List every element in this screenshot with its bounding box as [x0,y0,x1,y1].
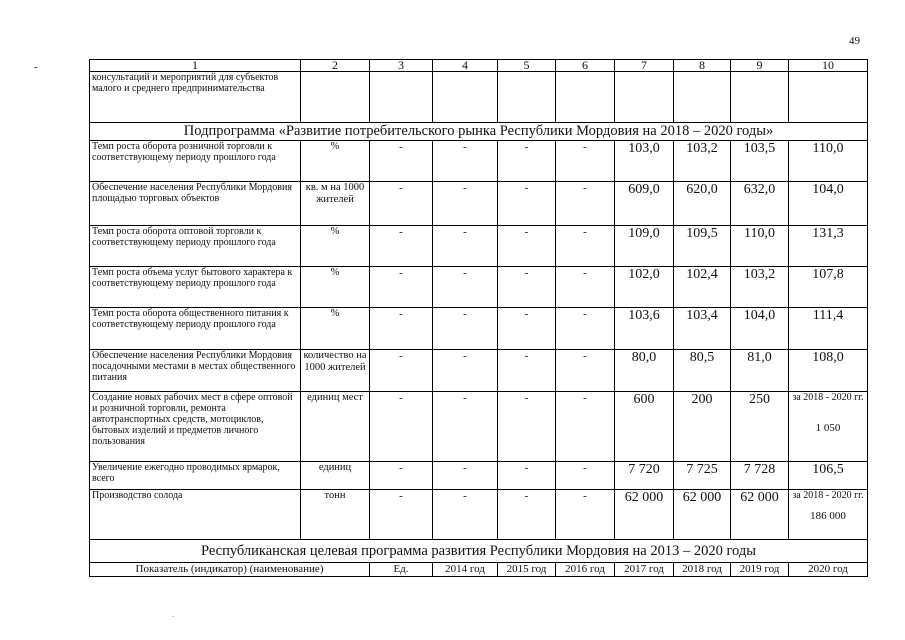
value-cell: - [498,350,556,392]
indicator-name: консультаций и мероприятий для субъектов малого и среднего предпринимательства [90,72,301,123]
value-cell: - [433,462,498,490]
table-row [90,462,868,490]
col-number: 3 [370,60,433,72]
program-header-cell: 2016 год [556,563,615,577]
value-cell: - [433,490,498,540]
value-cell: - [370,350,433,392]
value-cell: - [556,490,615,540]
indicator-name: Обеспечение населения Республики Мордовия посадочными местами в местах общественного питания [90,350,301,392]
table-row [90,226,868,267]
col-number: 6 [556,60,615,72]
table-row [90,392,868,462]
value-cell: - [370,141,433,182]
value-cell: 62 000 [731,490,789,540]
indicator-name: Темп роста оборота розничной торговли к соответствующему периоду прошлого года [90,141,301,182]
value-cell: - [498,182,556,226]
unit-cell: единиц [301,462,370,490]
value-cell: 104,0 [731,308,789,350]
indicator-name: Темп роста объема услуг бытового характера к соответствующему периоду прошлого года [90,267,301,308]
value-cell: - [433,182,498,226]
total-cell [789,490,868,540]
value-cell: - [433,141,498,182]
indicator-name: Темп роста оборота оптовой торговли к соответствующему периоду прошлого года [90,226,301,267]
value-cell: 80,0 [615,350,674,392]
program-header-cell: Ед. [370,563,433,577]
table-row [90,267,868,308]
indicators-table [89,59,868,577]
program-header-cell: 2014 год [433,563,498,577]
col-number: 10 [789,60,868,72]
value-cell: - [370,392,433,462]
value-cell: - [498,308,556,350]
period-note: за 2018 - 2020 гг. [792,392,864,403]
value-cell: - [556,392,615,462]
value-cell: - [498,141,556,182]
value-cell: 80,5 [674,350,731,392]
col-number: 7 [615,60,674,72]
indicator-name: Темп роста оборота общественного питания к соответствующему периоду прошлого года [90,308,301,350]
program-header-cell: 2020 год [789,563,868,577]
value-cell: 600 [615,392,674,462]
value-cell: 632,0 [731,182,789,226]
unit-cell: кв. м на 1000 жителей [301,182,370,226]
value-cell: 131,3 [789,226,868,267]
column-number-row [90,60,868,72]
value-cell: - [433,392,498,462]
value-cell: - [556,226,615,267]
unit-cell: количество на 1000 жителей [301,350,370,392]
value-cell: - [433,226,498,267]
margin-mark: - [34,62,38,73]
col-number: 1 [90,60,301,72]
value-cell: 103,2 [674,141,731,182]
value-cell: - [370,462,433,490]
unit-cell: % [301,267,370,308]
value-cell: - [498,490,556,540]
value-cell: 62 000 [674,490,731,540]
unit-cell: % [301,226,370,267]
program-header-cell: 2017 год [615,563,674,577]
col-number: 2 [301,60,370,72]
value-cell: 103,5 [731,141,789,182]
value-cell: 109,5 [674,226,731,267]
program-title: Республиканская целевая программа развития Республики Мордовия на 2013 – 2020 годы [90,540,868,563]
period-note: за 2018 - 2020 гг. [792,490,864,501]
table-row [90,490,868,540]
unit-cell: тонн [301,490,370,540]
value-cell: - [556,182,615,226]
value-cell: - [498,462,556,490]
value-cell: 62 000 [615,490,674,540]
value-cell: 109,0 [615,226,674,267]
value-cell: 620,0 [674,182,731,226]
col-number: 5 [498,60,556,72]
value-cell: 7 725 [674,462,731,490]
value-cell: 7 720 [615,462,674,490]
value-cell: - [498,226,556,267]
value-cell: 110,0 [731,226,789,267]
program-header-cell: 2018 год [674,563,731,577]
value-cell: 103,4 [674,308,731,350]
value-cell: - [556,308,615,350]
subprogram-row [90,123,868,141]
page-number: 49 [849,35,860,47]
footer-mark: . [172,610,174,619]
value-cell: 107,8 [789,267,868,308]
col-number: 4 [433,60,498,72]
total-value: 186 000 [810,510,846,522]
value-cell: 103,0 [615,141,674,182]
col-number: 8 [674,60,731,72]
value-cell: 81,0 [731,350,789,392]
value-cell: 200 [674,392,731,462]
value-cell: - [370,182,433,226]
value-cell: 7 728 [731,462,789,490]
program-row [90,540,868,563]
value-cell: - [433,350,498,392]
indicator-name: Обеспечение населения Республики Мордовия площадью торговых объектов [90,182,301,226]
table-row [90,308,868,350]
value-cell: - [498,392,556,462]
program-header-cell: Показатель (индикатор) (наименование) [90,563,370,577]
value-cell: - [433,267,498,308]
value-cell: - [370,308,433,350]
value-cell: 111,4 [789,308,868,350]
value-cell: 108,0 [789,350,868,392]
value-cell: 102,4 [674,267,731,308]
value-cell: - [556,141,615,182]
value-cell: 609,0 [615,182,674,226]
unit-cell: % [301,141,370,182]
program-header-cell: 2015 год [498,563,556,577]
indicator-name: Производство солода [90,490,301,540]
indicator-name: Увеличение ежегодно проводимых ярмарок, всего [90,462,301,490]
table-row [90,72,868,123]
value-cell: - [433,308,498,350]
value-cell: 103,6 [615,308,674,350]
value-cell: - [370,267,433,308]
table-row [90,141,868,182]
value-cell: 250 [731,392,789,462]
value-cell: - [370,490,433,540]
table-row [90,350,868,392]
program-header-cell: 2019 год [731,563,789,577]
unit-cell: % [301,308,370,350]
value-cell: 106,5 [789,462,868,490]
unit-cell: единиц мест [301,392,370,462]
total-value: 1 050 [815,422,841,434]
value-cell: 103,2 [731,267,789,308]
value-cell: 104,0 [789,182,868,226]
value-cell: - [498,267,556,308]
value-cell: - [556,350,615,392]
value-cell: - [556,462,615,490]
indicator-name: Создание новых рабочих мест в сфере оптовой и розничной торговли, ремонта автотранспортных средств, мотоциклов, бытовых изделий и предметов личного пользования [90,392,301,462]
total-cell [789,392,868,462]
subprogram-title: Подпрограмма «Развитие потребительского рынка Республики Мордовия на 2018 – 2020 годы» [90,123,868,141]
value-cell: - [556,267,615,308]
value-cell: 102,0 [615,267,674,308]
value-cell: - [370,226,433,267]
program-header-row [90,563,868,577]
table-row [90,182,868,226]
value-cell: 110,0 [789,141,868,182]
col-number: 9 [731,60,789,72]
